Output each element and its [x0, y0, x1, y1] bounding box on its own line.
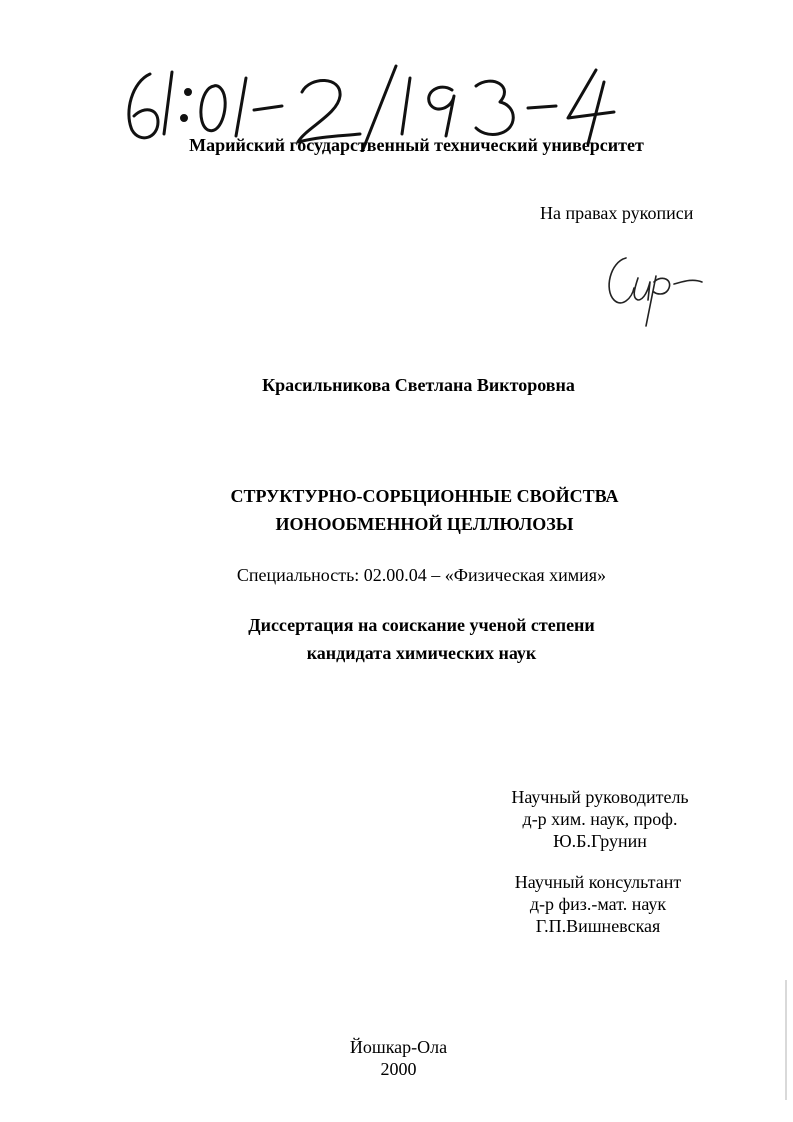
title-line-1: СТРУКТУРНО-СОРБЦИОННЫЕ СВОЙСТВА	[230, 486, 619, 506]
footer-city: Йошкар-Ола	[349, 1037, 448, 1057]
consultant-block	[478, 871, 718, 937]
specialty: Специальность: 02.00.04 – «Физическая химия»	[236, 565, 607, 585]
signature	[598, 242, 708, 332]
supervisor-degree: д-р хим. наук, проф.	[522, 809, 678, 829]
dissertation-title	[28, 482, 793, 538]
consultant-name: Г.П.Вишневская	[535, 916, 661, 936]
degree-statement	[25, 611, 793, 667]
supervisor-block	[480, 786, 720, 852]
footer	[2, 1036, 793, 1080]
supervisor-role: Научный руководитель	[511, 787, 689, 807]
degree-line-2: кандидата химических наук	[306, 643, 537, 663]
scan-edge-mark	[785, 980, 787, 1100]
rights-notice: На правах рукописи	[540, 203, 694, 223]
footer-year: 2000	[380, 1059, 417, 1079]
consultant-degree: д-р физ.-мат. наук	[529, 894, 667, 914]
supervisor-name: Ю.Б.Грунин	[553, 831, 647, 851]
university-name: Марийский государственный технический университет	[189, 135, 644, 155]
consultant-role: Научный консультант	[514, 872, 682, 892]
title-line-2: ИОНООБМЕННОЙ ЦЕЛЛЮЛОЗЫ	[275, 514, 574, 534]
author-name: Красильникова Светлана Викторовна	[262, 375, 575, 395]
degree-line-1: Диссертация на соискание ученой степени	[248, 615, 595, 635]
